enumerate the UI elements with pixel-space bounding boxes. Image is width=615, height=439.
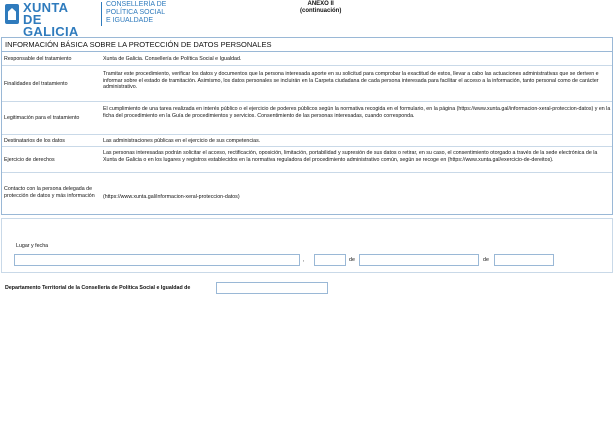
department-name: CONSELLERÍA DE POLÍTICA SOCIAL E IGUALDADE (106, 1, 167, 24)
table-row (2, 135, 612, 147)
row-label: Finalidades del tratamiento (4, 81, 68, 87)
table-row (2, 66, 612, 102)
table-row (2, 52, 612, 66)
row-value: El cumplimiento de una tarea realizada en interés público o el ejercicio de poderes públicos según la normativa recogida en el formulario, en la página (https://www.xunta.gal/informacion-xeral-proteccion-datos) y en la ficha del procedimiento en la Guía de procedimientos y servicios. Consentimiento de las personas interesadas, cuando corresponda. (103, 106, 611, 119)
row-label: Destinatarios de los datos (4, 138, 65, 144)
row-value: Tramitar este procedimiento, verificar los datos y documentos que la persona interesada aporte en su solicitud para comprobar la exactitud de estos, llevar a cabo las actuaciones administrativas que se deriven e informar sobre el estado de tramitación. Asimismo, los datos personales se incluirán en la Carpeta ciudadana de cada persona interesada para facilitar el acceso a la información, tanto personal como de carácter administrativo. (103, 71, 599, 90)
row-label: Legitimación para el tratamiento (4, 115, 80, 121)
annex-title: ANEXO II (307, 1, 334, 7)
annex-subtitle: (continuación) (300, 8, 342, 14)
data-protection-title: INFORMACIÓN BÁSICA SOBRE LA PROTECCIÓN DE DATOS PERSONALES (2, 38, 612, 52)
de-separator-1: de (349, 257, 355, 263)
row-label: Ejercicio de derechos (4, 157, 55, 163)
row-label: Responsable del tratamiento (4, 56, 72, 62)
month-input[interactable] (359, 254, 479, 266)
row-label: Contacto con la persona delegada de protección de datos y más información (4, 186, 95, 199)
table-row (2, 173, 612, 216)
logo-divider (101, 2, 102, 26)
logo-text: XUNTA DE GALICIA (23, 0, 79, 39)
territorial-department-label: Departamento Territorial de la Consellería de Política Social e Igualdad de (5, 285, 191, 291)
page-header (0, 0, 615, 39)
row-value: Xunta de Galicia. Consellería de Política Social e Igualdad. (103, 56, 242, 62)
row-value: Las personas interesadas podrán solicitar el acceso, rectificación, oposición, limitación, portabilidad y supresión de sus datos o retirar, en su caso, el consentimiento otorgado a través de la sede electrónica de la Xunta de Galicia o en los lugares y registros establecidos en la normativa reguladora del procedimiento administrativo común, según se recoge en (https://www.xunta.gal/exercicio-de-dereitos). (103, 150, 598, 163)
territorial-department-input[interactable] (216, 282, 328, 294)
comma-separator: , (303, 257, 305, 263)
place-input[interactable] (14, 254, 300, 266)
row-value: (https://www.xunta.gal/informacion-xeral-proteccion-datos) (103, 194, 240, 200)
table-row (2, 102, 612, 135)
de-separator-2: de (483, 257, 489, 263)
place-date-section (1, 218, 613, 273)
table-row (2, 147, 612, 173)
xunta-logo (5, 0, 101, 39)
year-input[interactable] (494, 254, 554, 266)
data-protection-table (1, 37, 613, 215)
day-input[interactable] (314, 254, 346, 266)
xunta-emblem-icon (5, 4, 19, 24)
annex-heading (300, 1, 341, 15)
row-value: Las administraciones públicas en el ejercicio de sus competencias. (103, 138, 261, 144)
place-date-label: Lugar y fecha (16, 243, 49, 249)
